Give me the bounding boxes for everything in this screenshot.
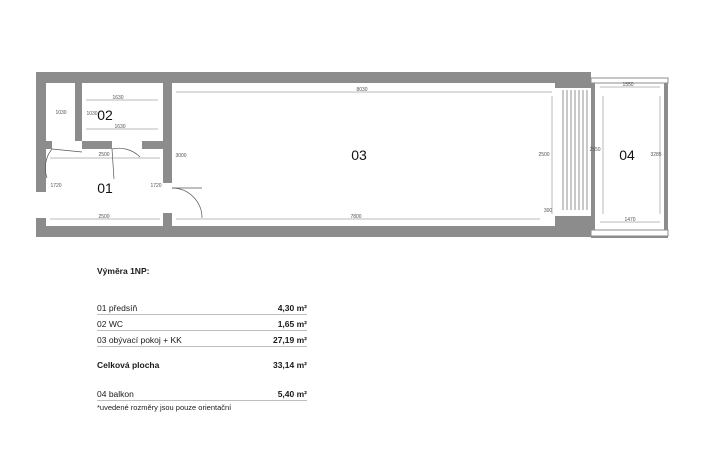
dim-balcony-left-height: 2550 — [589, 147, 601, 153]
dim-02-width-bottom: 1630 — [114, 124, 126, 130]
dim-balcony-top: 1550 — [622, 82, 634, 88]
legend-row-label: 02 WC — [97, 319, 123, 329]
dim-03-top: 8030 — [356, 87, 368, 93]
dim-balcony-right-height: 3285 — [650, 152, 662, 158]
legend-total-row — [97, 356, 307, 371]
legend-row-label: 03 obývací pokoj + KK — [97, 335, 182, 345]
dim-stair-small: 300 — [543, 208, 553, 214]
corridor-space — [46, 83, 75, 149]
legend-row — [97, 331, 307, 347]
area-legend — [97, 266, 307, 412]
dim-corridor-width: 3000 — [175, 153, 187, 159]
dim-01-top: 2500 — [98, 152, 110, 158]
legend-row-value: 4,30 m² — [277, 303, 307, 313]
legend-note: *uvedené rozměry jsou pouze orientační — [97, 403, 232, 412]
room-03-number: 03 — [351, 147, 367, 163]
legend-row-label: 01 předsíň — [97, 303, 138, 313]
room-spaces — [46, 83, 591, 226]
legend-balcony-value: 5,40 m² — [277, 389, 307, 399]
legend-title: Výměra 1NP: — [97, 266, 150, 276]
room-04-number: 04 — [619, 147, 635, 163]
legend-row — [97, 315, 307, 331]
legend-balcony-row — [97, 385, 307, 401]
dim-01-bottom: 2500 — [98, 214, 110, 220]
dim-02-inner-height: 1030 — [86, 111, 98, 117]
dim-balcony-bottom: 1470 — [624, 217, 636, 223]
legend-total-value: 33,14 m² — [272, 360, 307, 370]
legend-total-label: Celková plocha — [97, 360, 160, 370]
dim-02-width-top: 1630 — [112, 95, 124, 101]
dim-02-left-height: 1030 — [55, 110, 67, 116]
dim-03-right-height: 2500 — [538, 152, 550, 158]
dim-01-left-height: 1720 — [50, 183, 62, 189]
room-02-number: 02 — [97, 107, 113, 123]
stair-space — [555, 88, 591, 216]
room-01-number: 01 — [97, 180, 113, 196]
legend-balcony-label: 04 balkon — [97, 389, 134, 399]
dim-01-right-height: 1720 — [150, 183, 162, 189]
legend-row — [97, 299, 307, 315]
dim-03-bottom: 7800 — [350, 214, 362, 220]
legend-row-value: 1,65 m² — [277, 319, 307, 329]
legend-row-value: 27,19 m² — [272, 335, 307, 345]
